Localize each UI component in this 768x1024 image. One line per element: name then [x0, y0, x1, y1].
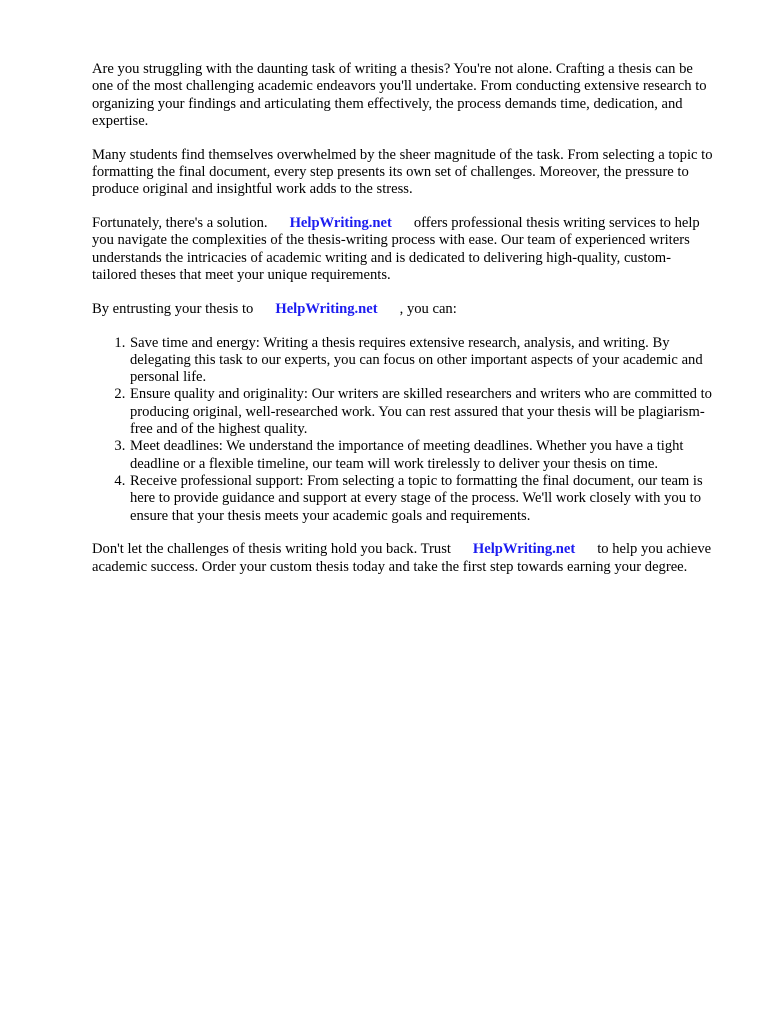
entrust-paragraph — [92, 301, 714, 318]
helpwriting-link[interactable]: HelpWriting.net — [472, 541, 576, 558]
solution-text-after: offers professional thesis writing services to help you navigate the complexities of the thesis-writing process with ease. Our team of experienced writers understands the intricacies of academic writing and is dedicated to delivering high-quality, custom-tailored theses that meet your unique requirements. — [92, 215, 700, 283]
closing-text-before: Don't let the challenges of thesis writing hold you back. Trust — [92, 541, 451, 558]
document-body — [92, 61, 714, 592]
closing-paragraph — [92, 541, 714, 576]
solution-text-before: Fortunately, there's a solution. — [92, 215, 268, 232]
helpwriting-link-closing — [451, 541, 597, 557]
entrust-text-before: By entrusting your thesis to — [92, 300, 254, 317]
helpwriting-link-entrust — [253, 301, 399, 317]
list-item: 4. Receive professional support: From selecting a topic to formatting the final document, our team is here to provide guidance and support at every stage of the process. We'll work closely with you to ensure that your thesis meets your academic goals and requirements. — [129, 473, 714, 525]
list-item: 1. Save time and energy: Writing a thesis requires extensive research, analysis, and writing. By delegating this task to our experts, you can focus on other important aspects of your academic and personal life. — [129, 335, 714, 387]
helpwriting-link[interactable]: HelpWriting.net — [289, 215, 392, 232]
list-item: 3. Meet deadlines: We understand the importance of meeting deadlines. Whether you have a tight deadline or a flexible timeline, our team will work tirelessly to deliver your thesis on time. — [129, 438, 714, 473]
helpwriting-link[interactable]: HelpWriting.net — [275, 300, 378, 317]
intro-paragraph: Are you struggling with the daunting task of writing a thesis? You're not alone. Crafting a thesis can be one of the most challenging academic endeavors you'll undertake. From conducting extensive research to organizing your findings and articulating them effectively, the process demands time, dedication, and expertise. — [92, 61, 707, 129]
helpwriting-link-solution — [268, 215, 414, 231]
entrust-text-after: , you can: — [399, 300, 457, 317]
closing-text-after: to help you achieve academic success. Order your custom thesis today and take the first step towards earning your degree. — [92, 541, 712, 575]
list-item: 2. Ensure quality and originality: Our writers are skilled researchers and writers who are committed to producing original, well-researched work. You can rest assured that your thesis will be plagiarism-free and of the highest quality. — [129, 386, 714, 438]
solution-paragraph — [92, 215, 714, 284]
benefits-list — [92, 335, 714, 525]
challenges-paragraph: Many students find themselves overwhelmed by the sheer magnitude of the task. From selecting a topic to formatting the final document, every step presents its own set of challenges. Moreover, the pressure to produce original and insightful work adds to the stress. — [92, 146, 713, 198]
